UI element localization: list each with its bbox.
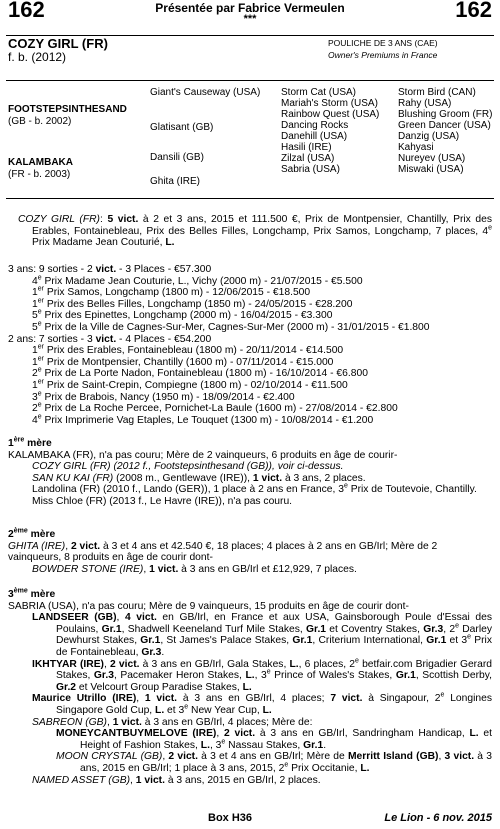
ggg-4: Green Dancer (USA): [398, 120, 491, 131]
grandsire-3: Dansili (GB): [150, 152, 204, 163]
horse-info: [328, 38, 478, 60]
horse-birth: f. b. (2012): [8, 50, 67, 64]
grandsire-4: Ghita (IRE): [150, 176, 201, 187]
ggg-2: Rahy (USA): [398, 98, 452, 109]
ggg-5: Danzig (USA): [398, 131, 460, 142]
stars: ***: [243, 13, 257, 25]
third-dam-section: 3ème mère SABRIA (USA), n'a pas couru; Mère de 9 vainqueurs, 15 produits en âge de courir dont- LANDSEER (GB), 4 vict. en GB/Irl, en France et aux USA, Gainsborough Poule d'Essai des Poulains, Gr.1, Shadwell Keeneland Turf Mile Stakes, Gr.1 et Coventry Stakes, Gr.3, 2e Darley Dewhurst Stakes, Gr.1, St James's Palace Stakes, Gr.1, Criterium International, Gr.1 et 3e Prix de Fontainebleau, Gr.3. IKHTYAR (IRE), 2 vict. à 3 ans en GB/Irl, Gala Stakes, L., 6 places, 2e betfair.com Brigadier Gerard Stakes, Gr.3, Pacemaker Heron Stakes, L., 3e Prince of Wales's Stakes, Gr.1, Scottish Derby, Gr.2 et Velcourt Group Paradise Stakes, L. Maurice Utrillo (IRE), 1 vict. à 3 ans en GB/Irl, 4 places; 7 vict. à Singapour, 2e Longines Singapore Gold Cup, L. et 3e New Year Cup, L. SABREON (GB), 1 vict. à 3 ans en GB/Irl, 4 places; Mère de: MONEYCANTBUYMELOVE (IRE), 2 vict. à 3 ans en GB/Irl, Sandringham Handicap, L. et Height of Fashion Stakes, L., 3e Nassau Stakes, Gr.1. MOON CRYSTAL (GB), 2 vict. à 3 et 4 ans en GB/Irl; Mère de Merritt Island (GB), 3 vict. à 3 ans, 2015 en GB/Irl; 1 place à 3 ans, 2015, 2e Prix Occitanie, L. NAMED ASSET (GB), 1 vict. à 3 ans, 2015 en GB/Irl, 2 places.: [8, 587, 492, 786]
lot-number-left: 162: [8, 0, 45, 22]
lot-number-right: 162: [455, 0, 492, 22]
second-dam-section: 2ème mère GHITA (IRE), 2 vict. à 3 et 4 ans et 42.540 €, 18 places; 4 places à 2 ans en GB/Irl; Mère de 2 vainqueurs, 8 produits en âge de courir dont- BOWDER STONE (IRE), 1 vict. à 3 ans en GB/Irl et £12,929, 7 places.: [8, 527, 438, 575]
race-entry: 1er Prix de Saint-Crepin, Compiegne (1800 m) - 02/10/2014 - €11.500: [32, 378, 348, 391]
gg-4: Dancing Rocks: [281, 120, 349, 131]
race-entry: 5e Prix des Epinettes, Longchamp (2000 m) - 16/04/2015 - €3.300: [32, 308, 333, 322]
race-entry: 4e Prix Imprimerie Vag Etaples, Le Touquet (1300 m) - 10/08/2014 - €1.200: [32, 413, 374, 426]
year2-races: [8, 345, 492, 426]
gg-5: Danehill (USA): [281, 131, 348, 142]
race-entry: 1er Prix des Erables, Fontainebleau (1800 m) - 20/11/2014 - €14.500: [32, 343, 344, 357]
pedigree-table: [0, 82, 500, 192]
ggg-6: Kahyasi: [398, 142, 434, 153]
year2-header: 2 ans: 7 sorties - 3 vict. - 4 Places - €54.200: [8, 333, 212, 345]
gg-2: Mariah's Storm (USA): [281, 98, 378, 109]
page-header: [0, 0, 500, 36]
gg-3: Rainbow Quest (USA): [281, 109, 380, 120]
ggg-8: Miswaki (USA): [398, 164, 464, 175]
race-entry: 1er Prix des Belles Filles, Longchamp (1850 m) - 24/05/2015 - €28.200: [32, 297, 353, 310]
year3-races: [8, 276, 492, 334]
race-entry: 1er Prix Samos, Longchamp (1800 m) - 12/06/2015 - €18.500: [32, 285, 311, 299]
horse-name: COZY GIRL (FR): [8, 36, 108, 51]
gg-6: Hasili (IRE): [281, 142, 332, 153]
ggg-3: Blushing Groom (FR): [398, 109, 493, 120]
presenter: Présentée par Fabrice Vermeulen: [155, 1, 345, 15]
horse-info-line: POULICHE DE 3 ANS (CAE): [328, 38, 438, 48]
race-entry: 3e Prix de Brabois, Nancy (1950 m) - 18/09/2014 - €2.400: [32, 390, 295, 403]
ggg-1: Storm Bird (CAN): [398, 87, 476, 98]
gg-7: Zilzal (USA): [281, 153, 335, 164]
great-grandparents: [281, 87, 391, 175]
sire-info: (GB - b. 2002): [8, 116, 72, 127]
first-dam-section: 1ère mère KALAMBAKA (FR), n'a pas couru; Mère de 2 vainqueurs, 6 produits en âge de courir- COZY GIRL (FR) (2012 f., Footstepsinthesand (GB)), voir ci-dessus. SAN KU KAI (FR) (2008 m., Gentlewave (IRE)), 1 vict. à 3 ans, 2 places. Landolina (FR) (2010 f., Lando (GER)), 1 place à 2 ans en France, 3e Prix de Toutevoie, Chantilly. Miss Chloe (FR) (2013 f., Le Havre (IRE)), n'a pas couru.: [8, 436, 477, 507]
summary-divider: [6, 198, 494, 199]
owner-premiums: Owner's Premiums in France: [328, 50, 438, 60]
racing-summary: COZY GIRL (FR): 5 vict. à 2 et 3 ans, 2015 et 111.500 €, Prix de Montpensier, Chantilly, Prix des Erables, Fontainebleau, Prix des Belles Filles, Longchamp, Prix Samos, Longchamp, 7 places, 4e Prix Madame Jean Couturié, L.: [18, 214, 492, 249]
race-entry: 2e Prix de La Roche Percee, Pornichet-La Baule (1600 m) - 27/08/2014 - €2.800: [32, 401, 398, 415]
dam-name: KALAMBAKA: [8, 157, 73, 168]
great-great-grandparents: [398, 87, 498, 175]
dam-info: (FR - b. 2003): [8, 169, 71, 180]
race-entry: 1er Prix de Montpensier, Chantilly (1600 m) - 07/11/2014 - €15.000: [32, 355, 334, 368]
race-record: [8, 264, 492, 426]
race-entry: 2e Prix de La Porte Nadon, Fontainebleau (1800 m) - 16/10/2014 - €6.800: [32, 366, 368, 380]
race-entry: 5e Prix de la Ville de Cagnes-Sur-Mer, Cagnes-Sur-Mer (2000 m) - 31/01/2015 - €1.800: [32, 320, 430, 333]
sale-place-date: Le Lion - 6 nov. 2015: [384, 812, 492, 824]
year3-header: 3 ans: 9 sorties - 2 vict. - 3 Places - €57.300: [8, 264, 212, 275]
race-entry: 4e Prix Madame Jean Couturie, L., Vichy (2000 m) - 21/07/2015 - €5.500: [32, 274, 363, 287]
sire-name: FOOTSTEPSINTHESAND: [8, 104, 127, 115]
pedigree-divider: [6, 80, 494, 81]
ggg-7: Nureyev (USA): [398, 153, 466, 164]
gg-1: Storm Cat (USA): [281, 87, 357, 98]
box-number: Box H36: [208, 812, 253, 824]
grandsire-1: Giant's Causeway (USA): [150, 87, 261, 98]
grandsire-2: Glatisant (GB): [150, 122, 214, 133]
gg-8: Sabria (USA): [281, 164, 340, 175]
